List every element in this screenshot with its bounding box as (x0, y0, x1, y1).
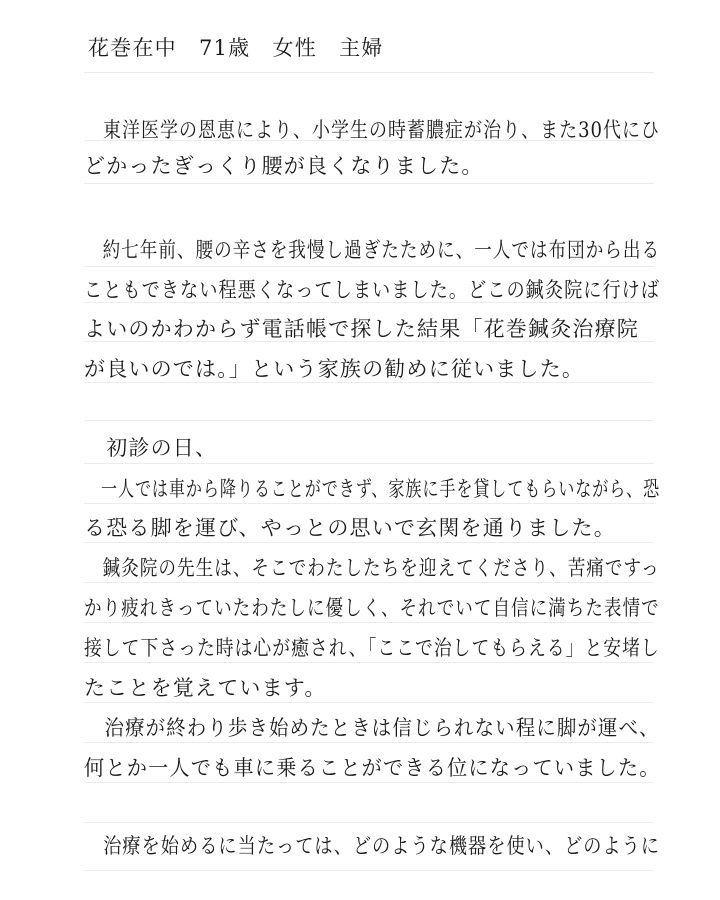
paragraph-1-line-1: 東洋医学の恩恵により、小学生の時蓄膿症が治り、また30代にひ (84, 118, 661, 142)
ruled-line (84, 382, 654, 383)
ruled-line (84, 341, 654, 342)
paragraph-4-line-1: 治療を始めるに当たっては、どのような機器を使い、どのように (84, 834, 661, 858)
letter-header: 花巻在中 71歳 女性 主婦 (88, 36, 384, 60)
ruled-line (84, 302, 654, 303)
paragraph-3-line-1: 初診の日、 (84, 436, 218, 460)
ruled-line (84, 742, 654, 743)
ruled-line (84, 622, 654, 623)
paragraph-3-line-2: 一人では車から降りることができず、家族に手を貸してもらいながら、恐 (84, 477, 661, 501)
ruled-line (84, 822, 654, 823)
paragraph-3-line-5: かり疲れきっていたわたしに優しく、それでいて自信に満ちた表情で (84, 596, 660, 620)
ruled-line (84, 582, 654, 583)
paragraph-2-line-3: よいのかわからず電話帳で探した結果「花巻鍼灸治療院 (84, 317, 639, 341)
paragraph-3-line-3: る恐る脚を運び、やっとの思いで玄関を通りました。 (84, 516, 616, 540)
ruled-line (84, 463, 654, 464)
paragraph-3-line-8: 治療が終わり歩き始めたときは信じられない程に脚が運べ、 (84, 716, 660, 740)
ruled-line (84, 266, 654, 267)
ruled-line (84, 503, 654, 504)
ruled-line (84, 662, 654, 663)
paragraph-3-line-4: 鍼灸院の先生は、そこでわたしたちを迎えてくださり、苦痛ですっ (84, 556, 660, 580)
ruled-line (84, 542, 654, 543)
paragraph-2-line-4: が良いのでは。」という家族の勧めに従いました。 (84, 357, 585, 381)
paragraph-3-line-7: たことを覚えています。 (84, 676, 327, 700)
paragraph-1-line-2: どかったぎっくり腰が良くなりました。 (84, 154, 484, 178)
ruled-line (84, 870, 654, 871)
ruled-line (84, 420, 654, 421)
paragraph-2-line-2: こともできない程悪くなってしまいました。どこの鍼灸院に行けば (84, 278, 661, 302)
paragraph-3-line-6: 接して下さった時は心が癒され、「ここで治してもらえる」と安堵し (84, 636, 660, 660)
ruled-line (84, 702, 654, 703)
paragraph-2-line-1: 約七年前、腰の辛さを我慢し過ぎたために、一人では布団から出る (84, 238, 661, 262)
ruled-line (84, 72, 654, 73)
ruled-line (84, 782, 654, 783)
paragraph-3-line-9: 何とか一人でも車に乗ることができる位になっていました。 (84, 756, 661, 780)
ruled-line (84, 183, 654, 184)
